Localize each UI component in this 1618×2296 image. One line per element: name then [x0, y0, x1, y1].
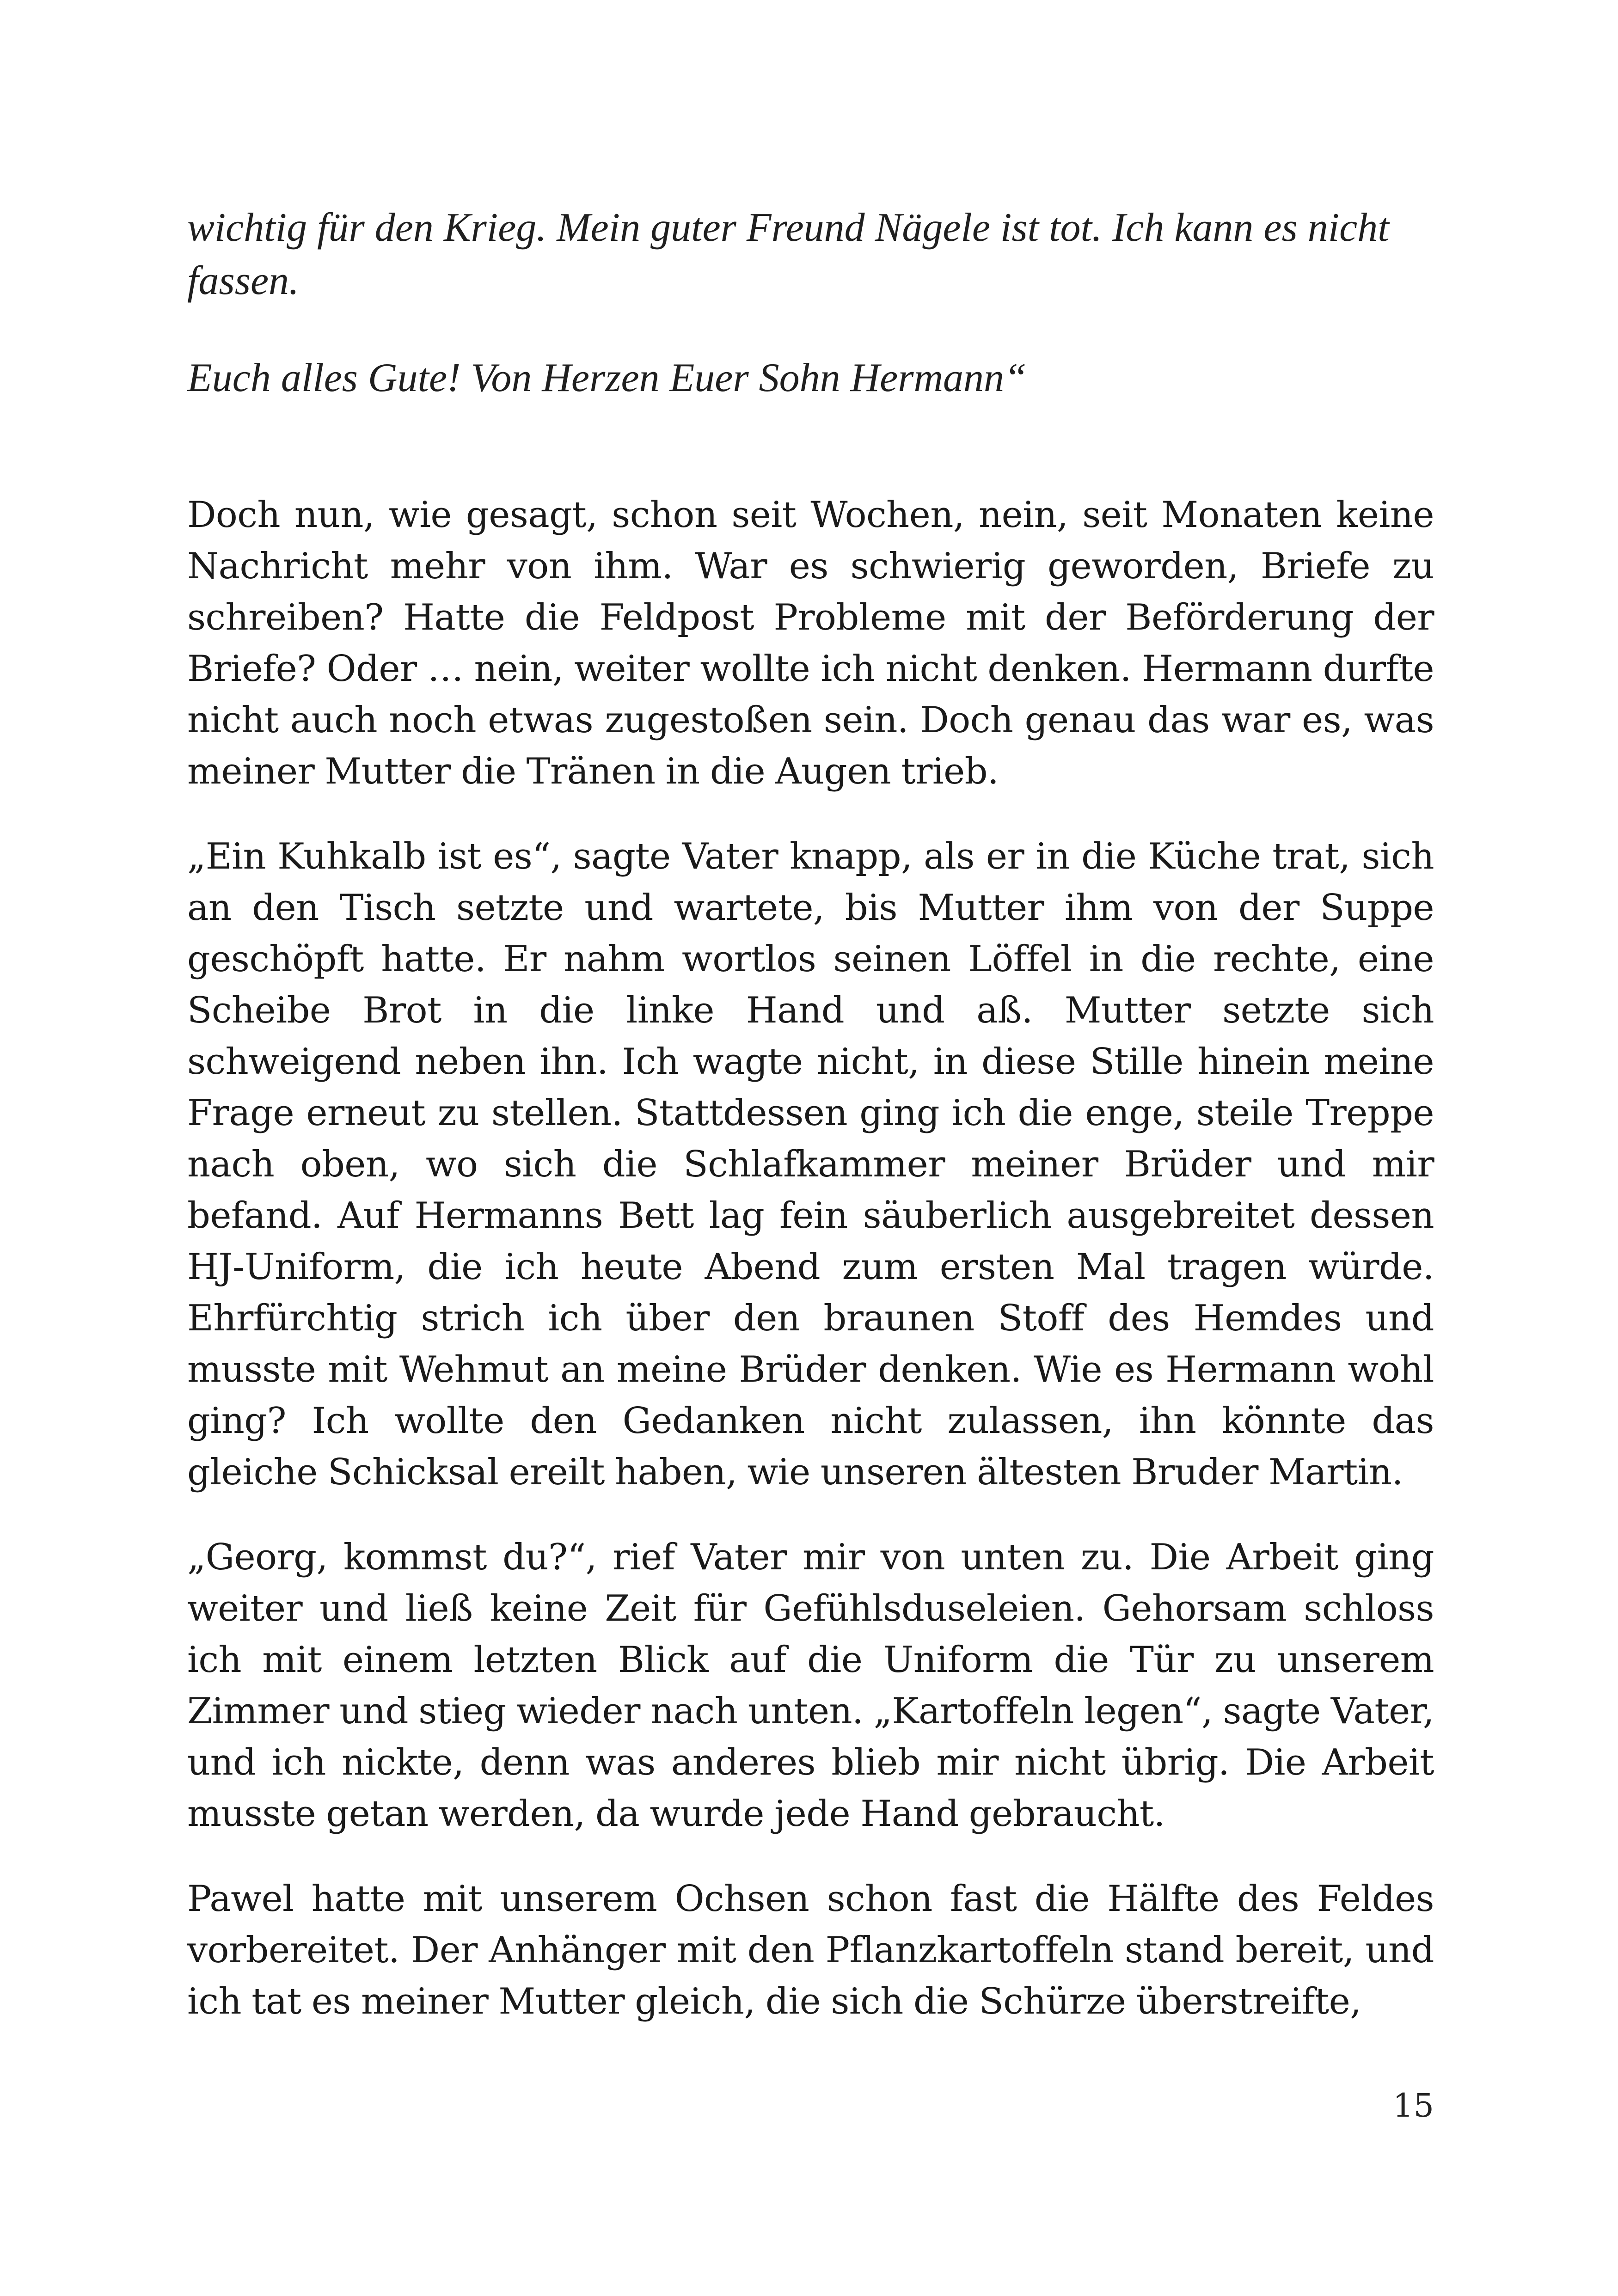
letter-excerpt — [187, 201, 1434, 404]
letter-paragraph: wichtig für den Krieg. Mein guter Freund Nägele ist tot. Ich kann es nicht fassen. — [187, 205, 1389, 303]
letter-closing: Euch alles Gute! Von Herzen Euer Sohn Hermann“ — [187, 355, 1027, 400]
body-paragraph: Pawel hatte mit unserem Ochsen schon fast die Hälfte des Feldes vorbereitet. Der Anhänger mit den Pflanzkartoffeln stand bereit, und ich tat es meiner Mutter gleich, die sich die Schürze überstreifte, — [187, 1878, 1434, 2022]
body-paragraph: Doch nun, wie gesagt, schon seit Wochen, nein, seit Monaten keine Nachricht mehr von ihm. War es schwierig geworden, Briefe zu schreiben? Hatte die Feldpost Probleme mit der Beförderung der Briefe? Oder … nein, weiter wollte ich nicht denken. Hermann durfte nicht auch noch etwas zugestoßen sein. Doch genau das war es, was meiner Mutter die Tränen in die Augen trieb. — [187, 494, 1434, 792]
body-paragraph: „Georg, kommst du?“, rief Vater mir von unten zu. Die Arbeit ging weiter und ließ keine Zeit für Gefühlsduseleien. Gehorsam schloss ich mit einem letzten Blick auf die Uniform die Tür zu unserem Zimmer und stieg wieder nach unten. „Kartoffeln legen“, sagte Vater, und ich nickte, denn was anderes blieb mir nicht übrig. Die Arbeit musste getan werden, da wurde jede Hand gebraucht. — [187, 1537, 1434, 1835]
page-number: 15 — [1392, 2087, 1434, 2125]
narrative-text — [187, 490, 1434, 2061]
body-paragraph: „Ein Kuhkalb ist es“, sagte Vater knapp, als er in die Küche trat, sich an den Tisch setzte und wartete, bis Mutter ihm von der Suppe geschöpft hatte. Er nahm wortlos seinen Löffel in die rechte, eine Scheibe Brot in die linke Hand und aß. Mutter setzte sich schweigend neben ihn. Ich wagte nicht, in diese Stille hinein meine Frage erneut zu stellen. Stattdessen ging ich die enge, steile Treppe nach oben, wo sich die Schlafkammer meiner Brüder und mir befand. Auf Hermanns Bett lag fein säuberlich ausgebreitet dessen HJ-Uniform, die ich heute Abend zum ersten Mal tragen würde. Ehrfürchtig strich ich über den braunen Stoff des Hemdes und musste mit Wehmut an meine Brüder denken. Wie es Hermann wohl ging? Ich wollte den Gedanken nicht zulassen, ihn könnte das gleiche Schicksal ereilt haben, wie unseren ältesten Bruder Martin. — [187, 836, 1434, 1493]
